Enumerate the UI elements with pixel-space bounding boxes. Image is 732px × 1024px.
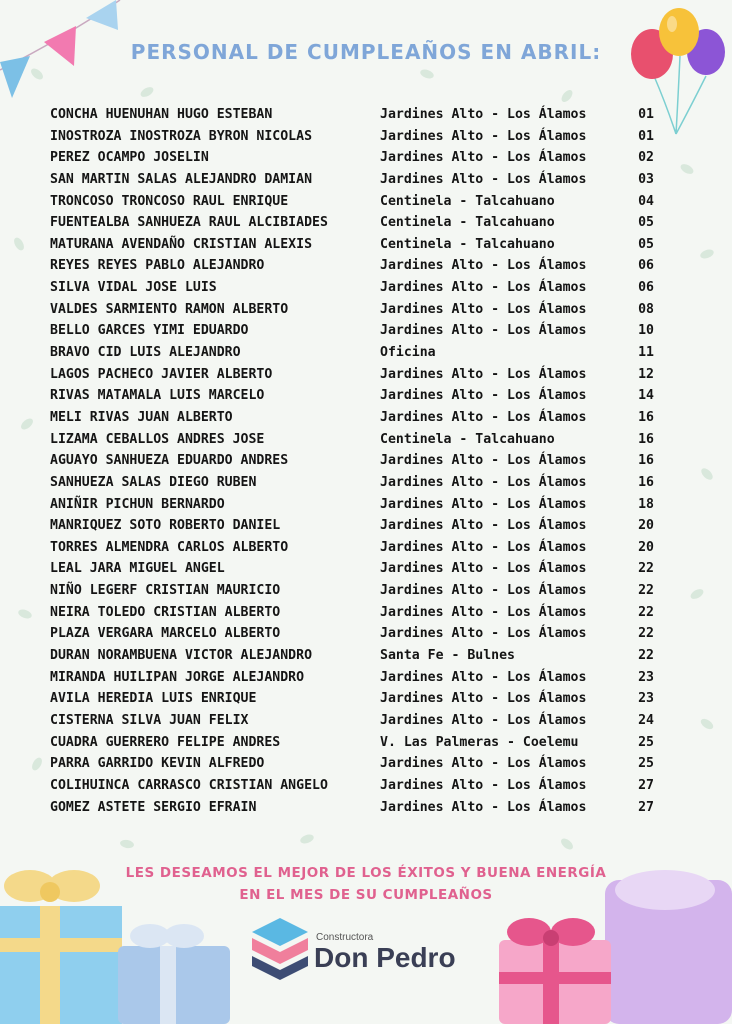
birthday-day: 16 [638,409,654,425]
list-item [50,713,670,735]
person-location: Jardines Alto - Los Álamos [380,712,587,728]
person-location: Jardines Alto - Los Álamos [380,301,587,317]
person-name: AVILA HEREDIA LUIS ENRIQUE [50,691,257,707]
birthday-day: 22 [638,561,654,577]
birthday-day: 16 [638,431,654,447]
person-location: Centinela - Talcahuano [380,236,555,252]
logo-subtitle: Constructora [316,932,374,943]
birthday-day: 06 [638,280,654,296]
person-location: Jardines Alto - Los Álamos [380,280,587,296]
list-item [50,497,670,519]
birthday-day: 23 [638,691,654,707]
list-item [50,150,670,172]
person-location: Centinela - Talcahuano [380,431,555,447]
list-item [50,691,670,713]
person-location: Jardines Alto - Los Álamos [380,453,587,469]
person-name: CUADRA GUERRERO FELIPE ANDRES [50,734,281,750]
person-name: COLIHUINCA CARRASCO CRISTIAN ANGELO [50,777,328,793]
birthday-day: 04 [638,193,654,209]
list-item [50,756,670,778]
person-location: Jardines Alto - Los Álamos [380,669,587,685]
birthday-day: 22 [638,648,654,664]
person-name: LIZAMA CEBALLOS ANDRES JOSE [50,431,265,447]
person-name: DURAN NORAMBUENA VICTOR ALEJANDRO [50,648,313,664]
person-name: NIÑO LEGERF CRISTIAN MAURICIO [50,583,281,599]
person-name: MELI RIVAS JUAN ALBERTO [50,409,233,425]
list-item [50,648,670,670]
list-item [50,800,670,822]
person-name: FUENTEALBA SANHUEZA RAUL ALCIBIADES [50,215,328,231]
person-name: VALDES SARMIENTO RAMON ALBERTO [50,301,289,317]
list-item [50,172,670,194]
gift-box-icon [495,860,732,1024]
birthday-day: 16 [638,474,654,490]
gift-box-icon [0,866,240,1024]
list-item [50,129,670,151]
person-location: Centinela - Talcahuano [380,215,555,231]
birthday-list [50,107,670,821]
list-item [50,475,670,497]
birthday-day: 27 [638,799,654,815]
logo-cube-icon [250,916,310,982]
person-location: Jardines Alto - Los Álamos [380,777,587,793]
person-location: Jardines Alto - Los Álamos [380,366,587,382]
list-item [50,280,670,302]
company-logo [250,914,470,984]
birthday-day: 14 [638,388,654,404]
person-location: Jardines Alto - Los Álamos [380,561,587,577]
person-location: Jardines Alto - Los Álamos [380,107,587,122]
person-name: PLAZA VERGARA MARCELO ALBERTO [50,626,281,642]
list-item [50,518,670,540]
list-item [50,302,670,324]
person-location: Jardines Alto - Los Álamos [380,539,587,555]
birthday-day: 27 [638,777,654,793]
person-location: Jardines Alto - Los Álamos [380,799,587,815]
person-name: LAGOS PACHECO JAVIER ALBERTO [50,366,273,382]
birthday-day: 08 [638,301,654,317]
birthday-day: 10 [638,323,654,339]
list-item [50,237,670,259]
person-location: Jardines Alto - Los Álamos [380,474,587,490]
list-item [50,107,670,129]
birthday-day: 23 [638,669,654,685]
footer-line-1: LES DESEAMOS EL MEJOR DE LOS ÉXITOS Y BUENA ENERGÍA [125,865,607,881]
person-name: RIVAS MATAMALA LUIS MARCELO [50,388,265,404]
person-name: MATURANA AVENDAÑO CRISTIAN ALEXIS [50,236,313,252]
person-location: Jardines Alto - Los Álamos [380,409,587,425]
person-location: Jardines Alto - Los Álamos [380,171,587,187]
person-name: GOMEZ ASTETE SERGIO EFRAIN [50,799,257,815]
list-item [50,367,670,389]
person-location: Oficina [380,345,436,361]
birthday-day: 24 [638,712,654,728]
person-name: MANRIQUEZ SOTO ROBERTO DANIEL [50,518,281,534]
list-item [50,561,670,583]
person-location: Centinela - Talcahuano [380,193,555,209]
person-location: Santa Fe - Bulnes [380,648,515,664]
person-location: Jardines Alto - Los Álamos [380,691,587,707]
person-location: Jardines Alto - Los Álamos [380,323,587,339]
person-name: TRONCOSO TRONCOSO RAUL ENRIQUE [50,193,289,209]
person-name: AGUAYO SANHUEZA EDUARDO ANDRES [50,453,289,469]
list-item [50,583,670,605]
person-name: ANIÑIR PICHUN BERNARDO [50,496,225,512]
birthday-day: 22 [638,604,654,620]
birthday-day: 02 [638,150,654,166]
list-item [50,453,670,475]
birthday-day: 20 [638,539,654,555]
birthday-day: 18 [638,496,654,512]
birthday-day: 05 [638,215,654,231]
logo-name: Don Pedro [314,942,456,973]
person-name: TORRES ALMENDRA CARLOS ALBERTO [50,539,289,555]
birthday-day: 06 [638,258,654,274]
person-location: Jardines Alto - Los Álamos [380,583,587,599]
birthday-day: 25 [638,756,654,772]
page-title: PERSONAL DE CUMPLEAÑOS EN ABRIL: [130,40,602,64]
person-location: Jardines Alto - Los Álamos [380,258,587,274]
person-location: Jardines Alto - Los Álamos [380,604,587,620]
footer-line-2: EN EL MES DE SU CUMPLEAÑOS [239,887,493,903]
person-name: SANHUEZA SALAS DIEGO RUBEN [50,474,257,490]
list-item [50,194,670,216]
list-item [50,410,670,432]
person-name: MIRANDA HUILIPAN JORGE ALEJANDRO [50,669,305,685]
list-item [50,735,670,757]
birthday-day: 03 [638,171,654,187]
list-item [50,388,670,410]
person-name: SILVA VIDAL JOSE LUIS [50,280,217,296]
list-item [50,670,670,692]
person-location: Jardines Alto - Los Álamos [380,150,587,166]
person-name: REYES REYES PABLO ALEJANDRO [50,258,265,274]
person-location: Jardines Alto - Los Álamos [380,756,587,772]
person-location: Jardines Alto - Los Álamos [380,388,587,404]
person-name: SAN MARTIN SALAS ALEJANDRO DAMIAN [50,171,313,187]
person-location: Jardines Alto - Los Álamos [380,626,587,642]
list-item [50,540,670,562]
list-item [50,605,670,627]
person-location: Jardines Alto - Los Álamos [380,518,587,534]
person-location: Jardines Alto - Los Álamos [380,496,587,512]
birthday-day: 01 [638,107,654,122]
birthday-day: 16 [638,453,654,469]
birthday-day: 25 [638,734,654,750]
person-name: BELLO GARCES YIMI EDUARDO [50,323,249,339]
list-item [50,432,670,454]
birthday-day: 11 [638,345,654,361]
person-name: INOSTROZA INOSTROZA BYRON NICOLAS [50,128,313,144]
list-item [50,258,670,280]
list-item [50,215,670,237]
person-name: BRAVO CID LUIS ALEJANDRO [50,345,241,361]
person-name: LEAL JARA MIGUEL ANGEL [50,561,225,577]
list-item [50,626,670,648]
person-location: Jardines Alto - Los Álamos [380,128,587,144]
birthday-day: 01 [638,128,654,144]
list-item [50,345,670,367]
person-name: PARRA GARRIDO KEVIN ALFREDO [50,756,265,772]
birthday-day: 12 [638,366,654,382]
birthday-day: 20 [638,518,654,534]
person-name: NEIRA TOLEDO CRISTIAN ALBERTO [50,604,281,620]
birthday-day: 05 [638,236,654,252]
person-location: V. Las Palmeras - Coelemu [380,734,579,750]
birthday-day: 22 [638,626,654,642]
person-name: CONCHA HUENUHAN HUGO ESTEBAN [50,107,273,122]
person-name: CISTERNA SILVA JUAN FELIX [50,712,249,728]
list-item [50,323,670,345]
person-name: PEREZ OCAMPO JOSELIN [50,150,209,166]
list-item [50,778,670,800]
birthday-day: 22 [638,583,654,599]
